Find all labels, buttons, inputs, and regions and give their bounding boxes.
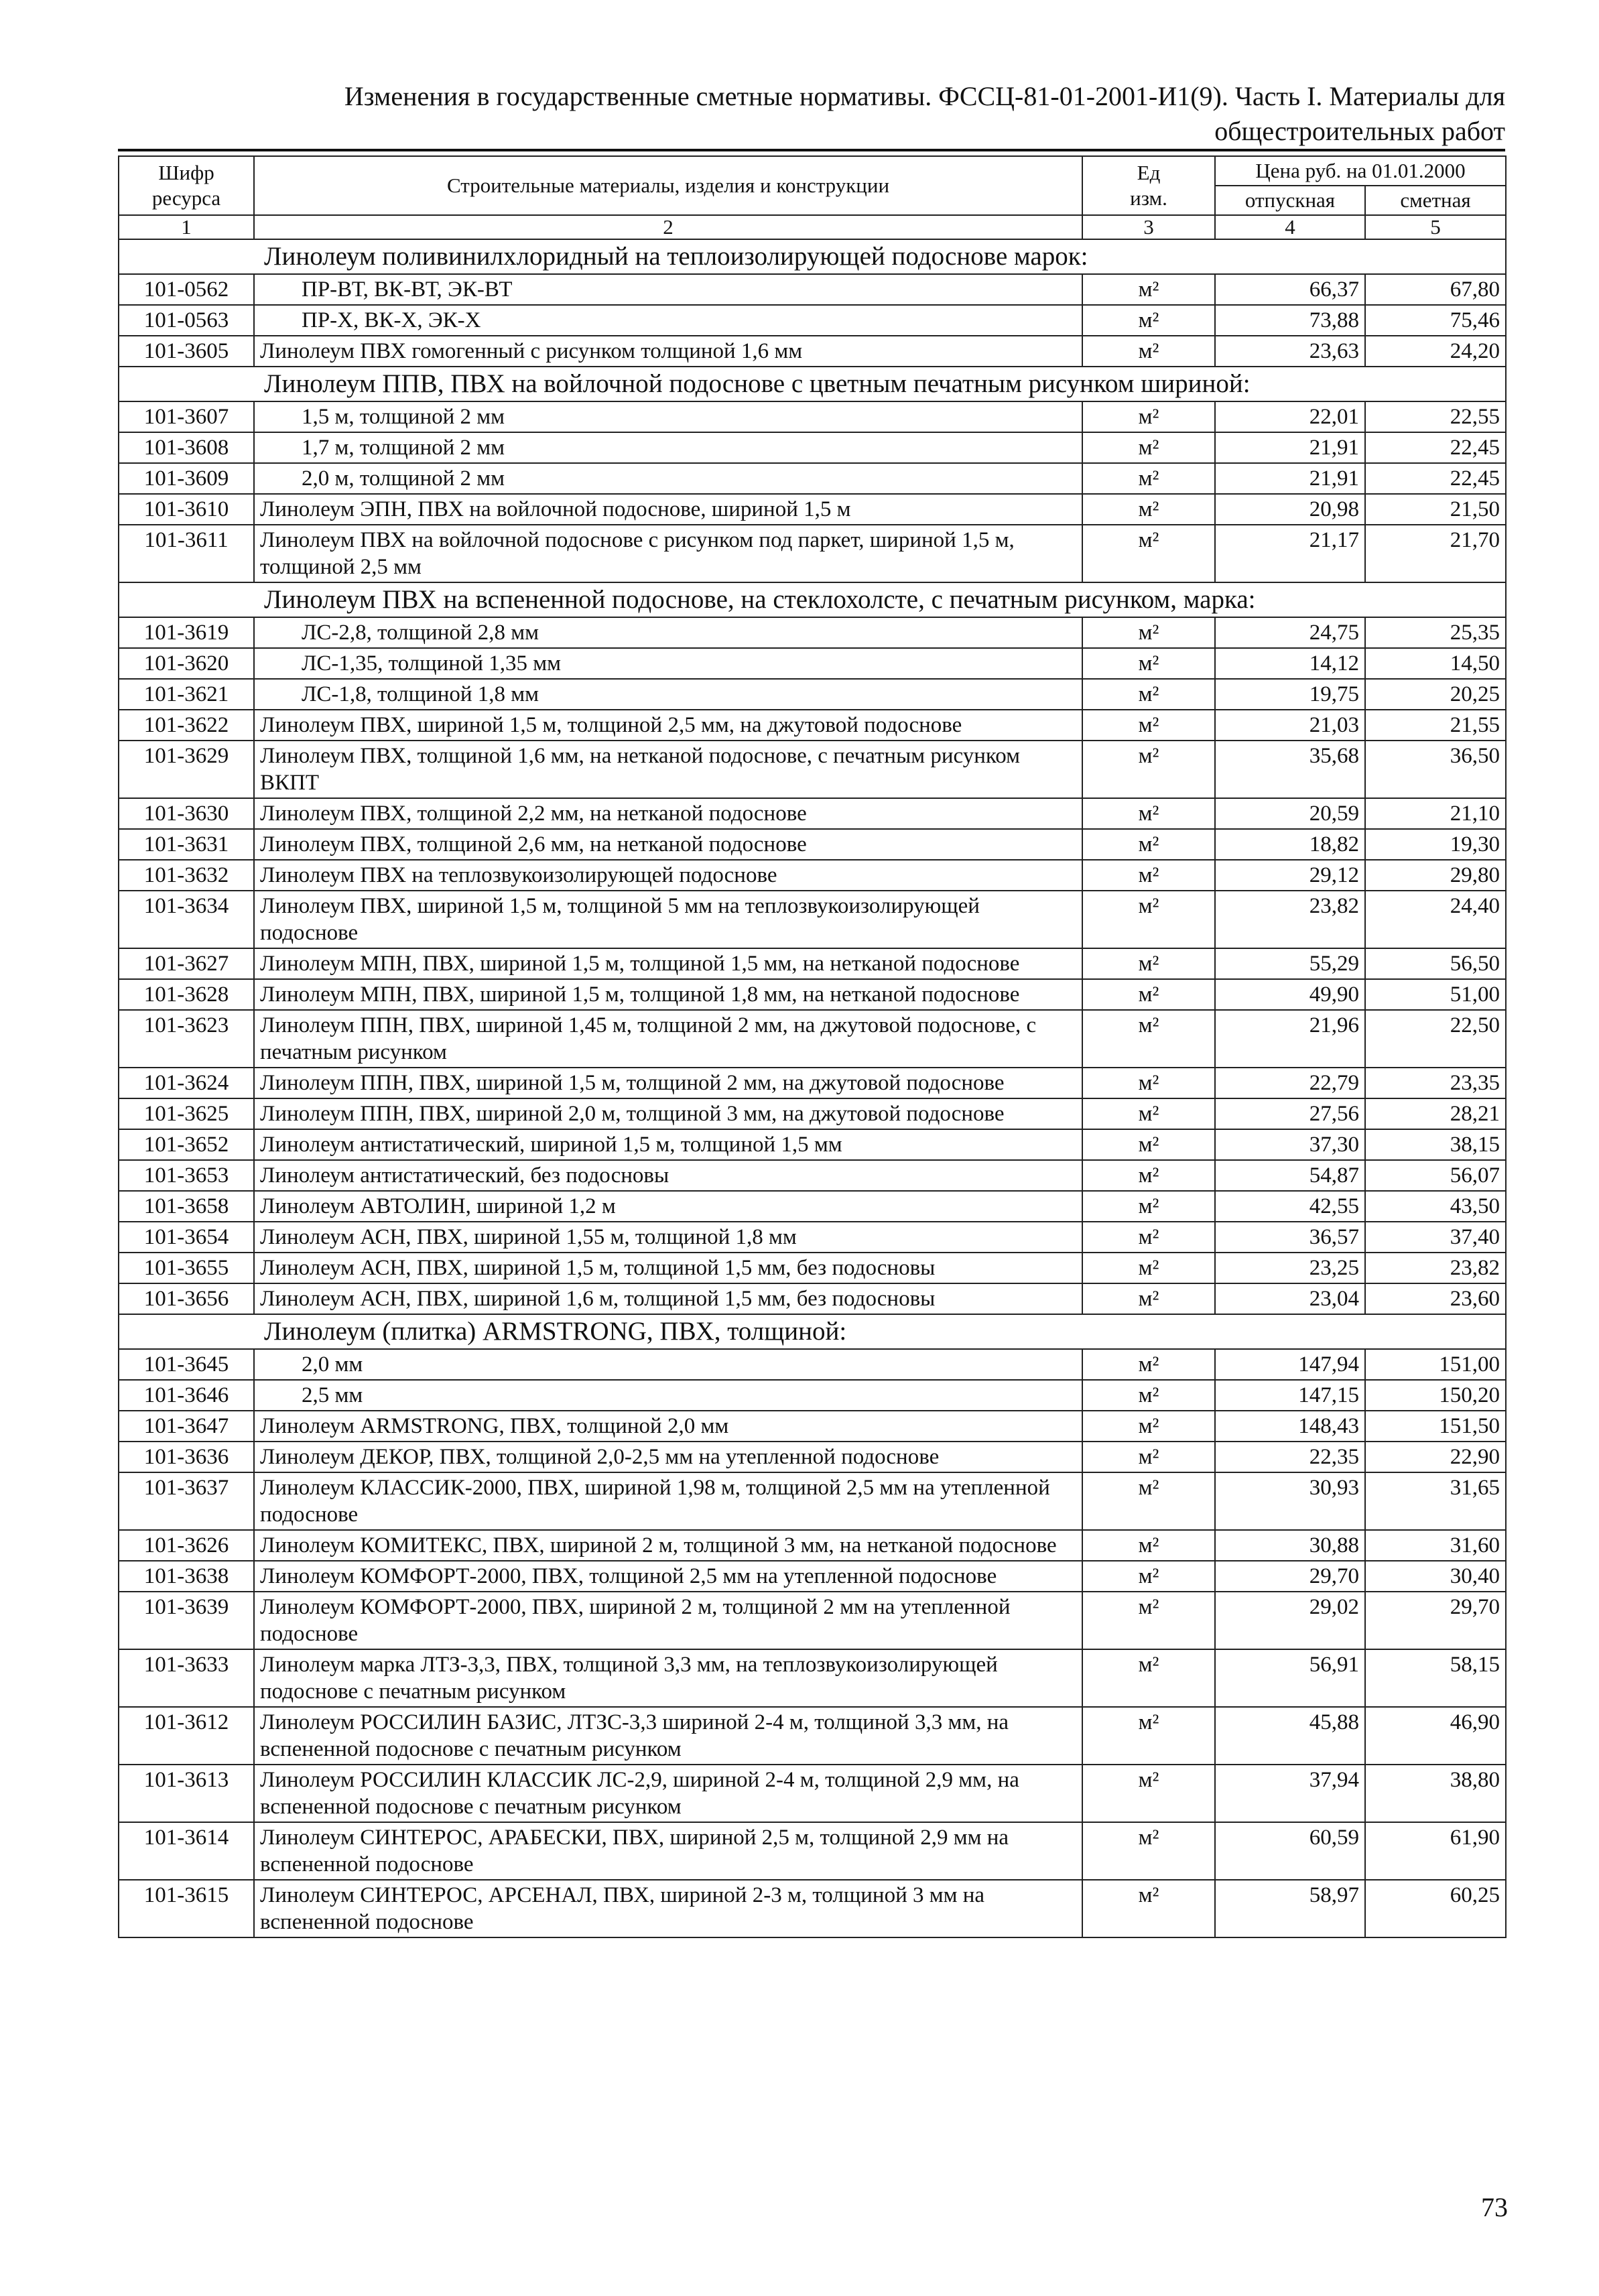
estimate-price-cell: 29,80 <box>1365 860 1506 891</box>
release-price-cell: 22,79 <box>1215 1068 1365 1098</box>
estimate-price-cell: 22,45 <box>1365 463 1506 494</box>
release-price-cell: 24,75 <box>1215 617 1365 648</box>
estimate-price-cell: 61,90 <box>1365 1822 1506 1880</box>
estimate-price-cell: 31,60 <box>1365 1530 1506 1561</box>
table-row <box>119 1707 1506 1765</box>
estimate-price-cell: 38,15 <box>1365 1129 1506 1160</box>
section-heading-row <box>119 1314 1506 1349</box>
section-heading-row <box>119 582 1506 617</box>
estimate-price-cell: 23,35 <box>1365 1068 1506 1098</box>
estimate-price-cell: 51,00 <box>1365 979 1506 1010</box>
table-row <box>119 1472 1506 1530</box>
material-name-cell: Линолеум КОМИТЕКС, ПВХ, шириной 2 м, толщиной 3 мм, на нетканой подоснове <box>254 1530 1082 1561</box>
unit-cell: м² <box>1082 1283 1215 1314</box>
unit-cell: м² <box>1082 494 1215 525</box>
estimate-price-cell: 21,10 <box>1365 798 1506 829</box>
estimate-price-cell: 23,82 <box>1365 1253 1506 1283</box>
estimate-price-cell: 19,30 <box>1365 829 1506 860</box>
price-table <box>118 155 1507 1938</box>
resource-code-cell: 101-3656 <box>119 1283 254 1314</box>
resource-code-cell: 101-3623 <box>119 1010 254 1068</box>
table-row <box>119 1765 1506 1822</box>
material-name-cell: Линолеум ARMSTRONG, ПВХ, толщиной 2,0 мм <box>254 1411 1082 1442</box>
release-price-cell: 35,68 <box>1215 741 1365 798</box>
release-price-cell: 19,75 <box>1215 679 1365 710</box>
material-name-cell: Линолеум ПВХ на теплозвукоизолирующей подоснове <box>254 860 1082 891</box>
estimate-price-cell: 21,50 <box>1365 494 1506 525</box>
release-price-cell: 147,15 <box>1215 1380 1365 1411</box>
release-price-cell: 18,82 <box>1215 829 1365 860</box>
resource-code-cell: 101-3645 <box>119 1349 254 1380</box>
table-row <box>119 1253 1506 1283</box>
material-name-cell: Линолеум СИНТЕРОС, АРСЕНАЛ, ПВХ, шириной 2-3 м, толщиной 3 мм на вспененной подоснове <box>254 1880 1082 1937</box>
table-row <box>119 679 1506 710</box>
estimate-price-cell: 36,50 <box>1365 741 1506 798</box>
estimate-price-cell: 28,21 <box>1365 1098 1506 1129</box>
resource-code-cell: 101-3638 <box>119 1561 254 1592</box>
release-price-cell: 29,02 <box>1215 1592 1365 1649</box>
table-row <box>119 829 1506 860</box>
material-name-cell: Линолеум МПН, ПВХ, шириной 1,5 м, толщиной 1,5 мм, на нетканой подоснове <box>254 948 1082 979</box>
release-price-cell: 21,96 <box>1215 1010 1365 1068</box>
resource-code-cell: 101-3658 <box>119 1191 254 1222</box>
resource-code-cell: 101-3647 <box>119 1411 254 1442</box>
table-row <box>119 1592 1506 1649</box>
resource-code-cell: 101-3654 <box>119 1222 254 1253</box>
table-row <box>119 432 1506 463</box>
unit-cell: м² <box>1082 798 1215 829</box>
header-line-1: Изменения в государственные сметные нормативы. ФССЦ-81-01-2001-И1(9). Часть I. Материалы для <box>344 81 1505 111</box>
estimate-price-cell: 22,50 <box>1365 1010 1506 1068</box>
unit-cell: м² <box>1082 710 1215 741</box>
release-price-cell: 27,56 <box>1215 1098 1365 1129</box>
material-name-cell: Линолеум КОМФОРТ-2000, ПВХ, толщиной 2,5 мм на утепленной подоснове <box>254 1561 1082 1592</box>
resource-code-cell: 101-3608 <box>119 432 254 463</box>
material-name-cell: Линолеум КЛАССИК-2000, ПВХ, шириной 1,98 м, толщиной 2,5 мм на утепленной подоснове <box>254 1472 1082 1530</box>
release-price-cell: 42,55 <box>1215 1191 1365 1222</box>
resource-code-cell: 101-3629 <box>119 741 254 798</box>
material-name-cell: Линолеум КОМФОРТ-2000, ПВХ, шириной 2 м, толщиной 2 мм на утепленной подоснове <box>254 1592 1082 1649</box>
resource-code-cell: 101-3636 <box>119 1442 254 1472</box>
material-name-cell: ЛС-1,8, толщиной 1,8 мм <box>254 679 1082 710</box>
unit-cell: м² <box>1082 305 1215 336</box>
resource-code-cell: 101-3612 <box>119 1707 254 1765</box>
material-name-cell: ПР-Х, ВК-Х, ЭК-Х <box>254 305 1082 336</box>
unit-cell: м² <box>1082 336 1215 367</box>
release-price-cell: 60,59 <box>1215 1822 1365 1880</box>
unit-cell: м² <box>1082 1349 1215 1380</box>
material-name-cell: Линолеум ПВХ, шириной 1,5 м, толщиной 2,5 мм, на джутовой подоснове <box>254 710 1082 741</box>
unit-cell: м² <box>1082 679 1215 710</box>
estimate-price-cell: 21,70 <box>1365 525 1506 582</box>
material-name-cell: Линолеум АСН, ПВХ, шириной 1,55 м, толщиной 1,8 мм <box>254 1222 1082 1253</box>
material-name-cell: Линолеум МПН, ПВХ, шириной 1,5 м, толщиной 1,8 мм, на нетканой подоснове <box>254 979 1082 1010</box>
table-row <box>119 401 1506 432</box>
estimate-price-cell: 20,25 <box>1365 679 1506 710</box>
resource-code-cell: 101-3630 <box>119 798 254 829</box>
material-name-cell: Линолеум ПВХ, толщиной 1,6 мм, на нетканой подоснове, с печатным рисунком ВКПТ <box>254 741 1082 798</box>
unit-cell: м² <box>1082 1442 1215 1472</box>
section-heading-row <box>119 239 1506 274</box>
release-price-cell: 23,04 <box>1215 1283 1365 1314</box>
material-name-cell: ЛС-1,35, толщиной 1,35 мм <box>254 648 1082 679</box>
estimate-price-cell: 67,80 <box>1365 274 1506 305</box>
material-name-cell: ЛС-2,8, толщиной 2,8 мм <box>254 617 1082 648</box>
table-row <box>119 1649 1506 1707</box>
section-heading: Линолеум ППВ, ПВХ на войлочной подоснове с цветным печатным рисунком шириной: <box>119 367 1506 401</box>
resource-code-cell: 101-3624 <box>119 1068 254 1098</box>
header-line-2: общестроительных работ <box>1214 116 1505 146</box>
material-name-cell: Линолеум ПВХ, толщиной 2,6 мм, на нетканой подоснове <box>254 829 1082 860</box>
unit-cell: м² <box>1082 525 1215 582</box>
resource-code-cell: 101-3619 <box>119 617 254 648</box>
release-price-cell: 56,91 <box>1215 1649 1365 1707</box>
column-header-unit-line1: Ед <box>1137 161 1161 184</box>
table-row <box>119 1530 1506 1561</box>
resource-code-cell: 101-3653 <box>119 1160 254 1191</box>
release-price-cell: 148,43 <box>1215 1411 1365 1442</box>
table-row <box>119 1191 1506 1222</box>
unit-cell: м² <box>1082 979 1215 1010</box>
table-row <box>119 1411 1506 1442</box>
estimate-price-cell: 30,40 <box>1365 1561 1506 1592</box>
table-row <box>119 494 1506 525</box>
unit-cell: м² <box>1082 891 1215 948</box>
unit-cell: м² <box>1082 1707 1215 1765</box>
resource-code-cell: 101-3626 <box>119 1530 254 1561</box>
release-price-cell: 21,91 <box>1215 432 1365 463</box>
table-row <box>119 1561 1506 1592</box>
table-row <box>119 891 1506 948</box>
material-name-cell: Линолеум АВТОЛИН, шириной 1,2 м <box>254 1191 1082 1222</box>
unit-cell: м² <box>1082 948 1215 979</box>
release-price-cell: 23,63 <box>1215 336 1365 367</box>
release-price-cell: 73,88 <box>1215 305 1365 336</box>
release-price-cell: 37,94 <box>1215 1765 1365 1822</box>
resource-code-cell: 101-3633 <box>119 1649 254 1707</box>
release-price-cell: 29,12 <box>1215 860 1365 891</box>
material-name-cell: Линолеум АСН, ПВХ, шириной 1,5 м, толщиной 1,5 мм, без подосновы <box>254 1253 1082 1283</box>
unit-cell: м² <box>1082 1472 1215 1530</box>
resource-code-cell: 101-3627 <box>119 948 254 979</box>
resource-code-cell: 101-3639 <box>119 1592 254 1649</box>
column-number: 2 <box>254 215 1082 239</box>
material-name-cell: 2,0 мм <box>254 1349 1082 1380</box>
unit-cell: м² <box>1082 1649 1215 1707</box>
estimate-price-cell: 46,90 <box>1365 1707 1506 1765</box>
resource-code-cell: 101-3631 <box>119 829 254 860</box>
resource-code-cell: 101-3646 <box>119 1380 254 1411</box>
material-name-cell: Линолеум ПВХ гомогенный с рисунком толщиной 1,6 мм <box>254 336 1082 367</box>
column-header-code-line2: ресурса <box>151 186 221 210</box>
unit-cell: м² <box>1082 860 1215 891</box>
resource-code-cell: 101-3613 <box>119 1765 254 1822</box>
material-name-cell: Линолеум ПВХ на войлочной подоснове с рисунком под паркет, шириной 1,5 м, толщиной 2,5 мм <box>254 525 1082 582</box>
release-price-cell: 21,03 <box>1215 710 1365 741</box>
table-row <box>119 1880 1506 1937</box>
resource-code-cell: 101-3622 <box>119 710 254 741</box>
unit-cell: м² <box>1082 1530 1215 1561</box>
estimate-price-cell: 14,50 <box>1365 648 1506 679</box>
table-header <box>119 156 1506 239</box>
release-price-cell: 58,97 <box>1215 1880 1365 1937</box>
column-number: 5 <box>1365 215 1506 239</box>
table-row <box>119 1822 1506 1880</box>
unit-cell: м² <box>1082 617 1215 648</box>
material-name-cell: 2,5 мм <box>254 1380 1082 1411</box>
material-name-cell: Линолеум ППН, ПВХ, шириной 1,45 м, толщиной 2 мм, на джутовой подоснове, с печатным рисунком <box>254 1010 1082 1068</box>
estimate-price-cell: 25,35 <box>1365 617 1506 648</box>
estimate-price-cell: 24,20 <box>1365 336 1506 367</box>
release-price-cell: 37,30 <box>1215 1129 1365 1160</box>
column-number: 3 <box>1082 215 1215 239</box>
table-row <box>119 525 1506 582</box>
material-name-cell: Линолеум антистатический, шириной 1,5 м, толщиной 1,5 мм <box>254 1129 1082 1160</box>
column-header-price: Цена руб. на 01.01.2000 <box>1215 156 1506 186</box>
unit-cell: м² <box>1082 1068 1215 1098</box>
table-row <box>119 274 1506 305</box>
table-row <box>119 1349 1506 1380</box>
material-name-cell: Линолеум ПВХ, толщиной 2,2 мм, на нетканой подоснове <box>254 798 1082 829</box>
release-price-cell: 54,87 <box>1215 1160 1365 1191</box>
release-price-cell: 23,82 <box>1215 891 1365 948</box>
resource-code-cell: 101-3632 <box>119 860 254 891</box>
material-name-cell: 1,7 м, толщиной 2 мм <box>254 432 1082 463</box>
table-row <box>119 1010 1506 1068</box>
table-row <box>119 1222 1506 1253</box>
estimate-price-cell: 22,90 <box>1365 1442 1506 1472</box>
unit-cell: м² <box>1082 1880 1215 1937</box>
estimate-price-cell: 75,46 <box>1365 305 1506 336</box>
resource-code-cell: 101-3634 <box>119 891 254 948</box>
resource-code-cell: 101-3614 <box>119 1822 254 1880</box>
resource-code-cell: 101-3652 <box>119 1129 254 1160</box>
table-row <box>119 648 1506 679</box>
estimate-price-cell: 58,15 <box>1365 1649 1506 1707</box>
header-rule <box>118 149 1505 151</box>
release-price-cell: 20,59 <box>1215 798 1365 829</box>
table-body <box>119 239 1506 1937</box>
resource-code-cell: 101-3655 <box>119 1253 254 1283</box>
estimate-price-cell: 56,07 <box>1365 1160 1506 1191</box>
section-heading: Линолеум ПВХ на вспененной подоснове, на стеклохолсте, с печатным рисунком, марка: <box>119 582 1506 617</box>
unit-cell: м² <box>1082 1822 1215 1880</box>
estimate-price-cell: 22,45 <box>1365 432 1506 463</box>
unit-cell: м² <box>1082 1765 1215 1822</box>
resource-code-cell: 101-3637 <box>119 1472 254 1530</box>
resource-code-cell: 101-3628 <box>119 979 254 1010</box>
table-row <box>119 710 1506 741</box>
release-price-cell: 14,12 <box>1215 648 1365 679</box>
release-price-cell: 20,98 <box>1215 494 1365 525</box>
unit-cell: м² <box>1082 1010 1215 1068</box>
estimate-price-cell: 22,55 <box>1365 401 1506 432</box>
estimate-price-cell: 56,50 <box>1365 948 1506 979</box>
unit-cell: м² <box>1082 274 1215 305</box>
table-row <box>119 1068 1506 1098</box>
column-header-release-price: отпускная <box>1215 186 1365 215</box>
table-row <box>119 1098 1506 1129</box>
unit-cell: м² <box>1082 1160 1215 1191</box>
estimate-price-cell: 60,25 <box>1365 1880 1506 1937</box>
table-row <box>119 798 1506 829</box>
estimate-price-cell: 31,65 <box>1365 1472 1506 1530</box>
page-number: 73 <box>1481 2192 1508 2222</box>
unit-cell: м² <box>1082 1561 1215 1592</box>
estimate-price-cell: 151,00 <box>1365 1349 1506 1380</box>
release-price-cell: 21,17 <box>1215 525 1365 582</box>
resource-code-cell: 101-3611 <box>119 525 254 582</box>
resource-code-cell: 101-3609 <box>119 463 254 494</box>
material-name-cell: Линолеум АСН, ПВХ, шириной 1,6 м, толщиной 1,5 мм, без подосновы <box>254 1283 1082 1314</box>
table-row <box>119 1283 1506 1314</box>
unit-cell: м² <box>1082 432 1215 463</box>
resource-code-cell: 101-0562 <box>119 274 254 305</box>
release-price-cell: 30,93 <box>1215 1472 1365 1530</box>
release-price-cell: 22,01 <box>1215 401 1365 432</box>
table-row <box>119 948 1506 979</box>
release-price-cell: 21,91 <box>1215 463 1365 494</box>
column-number-row <box>119 215 1506 239</box>
table-row <box>119 860 1506 891</box>
resource-code-cell: 101-3605 <box>119 336 254 367</box>
column-header-code <box>119 156 254 215</box>
estimate-price-cell: 21,55 <box>1365 710 1506 741</box>
unit-cell: м² <box>1082 401 1215 432</box>
column-number: 1 <box>119 215 254 239</box>
resource-code-cell: 101-3621 <box>119 679 254 710</box>
unit-cell: м² <box>1082 463 1215 494</box>
unit-cell: м² <box>1082 829 1215 860</box>
table-row <box>119 336 1506 367</box>
estimate-price-cell: 150,20 <box>1365 1380 1506 1411</box>
material-name-cell: 2,0 м, толщиной 2 мм <box>254 463 1082 494</box>
table-row <box>119 1129 1506 1160</box>
unit-cell: м² <box>1082 1380 1215 1411</box>
table-row <box>119 1380 1506 1411</box>
release-price-cell: 66,37 <box>1215 274 1365 305</box>
resource-code-cell: 101-3607 <box>119 401 254 432</box>
unit-cell: м² <box>1082 648 1215 679</box>
resource-code-cell: 101-3615 <box>119 1880 254 1937</box>
unit-cell: м² <box>1082 1253 1215 1283</box>
estimate-price-cell: 29,70 <box>1365 1592 1506 1649</box>
material-name-cell: Линолеум РОССИЛИН КЛАССИК ЛС-2,9, шириной 2-4 м, толщиной 2,9 мм, на вспененной подоснове с печатным рисунком <box>254 1765 1082 1822</box>
column-header-name: Строительные материалы, изделия и конструкции <box>254 156 1082 215</box>
column-header-unit-line2: изм. <box>1130 186 1167 210</box>
table-row <box>119 1160 1506 1191</box>
material-name-cell: Линолеум СИНТЕРОС, АРАБЕСКИ, ПВХ, шириной 2,5 м, толщиной 2,9 мм на вспененной подоснове <box>254 1822 1082 1880</box>
table-row <box>119 305 1506 336</box>
table-row <box>119 979 1506 1010</box>
section-heading-row <box>119 367 1506 401</box>
material-name-cell: Линолеум ЭПН, ПВХ на войлочной подоснове, шириной 1,5 м <box>254 494 1082 525</box>
release-price-cell: 22,35 <box>1215 1442 1365 1472</box>
resource-code-cell: 101-0563 <box>119 305 254 336</box>
column-header-estimate-price: сметная <box>1365 186 1506 215</box>
section-heading: Линолеум поливинилхлоридный на теплоизолирующей подоснове марок: <box>119 239 1506 274</box>
column-header-unit <box>1082 156 1215 215</box>
material-name-cell: Линолеум марка ЛТЗ-3,3, ПВХ, толщиной 3,3 мм, на теплозвукоизолирующей подоснове с печатным рисунком <box>254 1649 1082 1707</box>
estimate-price-cell: 43,50 <box>1365 1191 1506 1222</box>
estimate-price-cell: 38,80 <box>1365 1765 1506 1822</box>
unit-cell: м² <box>1082 1222 1215 1253</box>
unit-cell: м² <box>1082 1592 1215 1649</box>
unit-cell: м² <box>1082 1098 1215 1129</box>
release-price-cell: 23,25 <box>1215 1253 1365 1283</box>
estimate-price-cell: 151,50 <box>1365 1411 1506 1442</box>
material-name-cell: Линолеум ДЕКОР, ПВХ, толщиной 2,0-2,5 мм на утепленной подоснове <box>254 1442 1082 1472</box>
table-row <box>119 741 1506 798</box>
material-name-cell: ПР-ВТ, ВК-ВТ, ЭК-ВТ <box>254 274 1082 305</box>
table-row <box>119 463 1506 494</box>
material-name-cell: Линолеум РОССИЛИН БАЗИС, ЛТЗС-3,3 шириной 2-4 м, толщиной 3,3 мм, на вспененной подоснове с печатным рисунком <box>254 1707 1082 1765</box>
release-price-cell: 147,94 <box>1215 1349 1365 1380</box>
release-price-cell: 29,70 <box>1215 1561 1365 1592</box>
release-price-cell: 36,57 <box>1215 1222 1365 1253</box>
release-price-cell: 49,90 <box>1215 979 1365 1010</box>
material-name-cell: 1,5 м, толщиной 2 мм <box>254 401 1082 432</box>
material-name-cell: Линолеум ППН, ПВХ, шириной 1,5 м, толщиной 2 мм, на джутовой подоснове <box>254 1068 1082 1098</box>
estimate-price-cell: 23,60 <box>1365 1283 1506 1314</box>
unit-cell: м² <box>1082 741 1215 798</box>
column-number: 4 <box>1215 215 1365 239</box>
unit-cell: м² <box>1082 1411 1215 1442</box>
unit-cell: м² <box>1082 1129 1215 1160</box>
material-name-cell: Линолеум ПВХ, шириной 1,5 м, толщиной 5 мм на теплозвукоизолирующей подоснове <box>254 891 1082 948</box>
release-price-cell: 30,88 <box>1215 1530 1365 1561</box>
resource-code-cell: 101-3625 <box>119 1098 254 1129</box>
section-heading: Линолеум (плитка) ARMSTRONG, ПВХ, толщиной: <box>119 1314 1506 1349</box>
unit-cell: м² <box>1082 1191 1215 1222</box>
release-price-cell: 45,88 <box>1215 1707 1365 1765</box>
estimate-price-cell: 24,40 <box>1365 891 1506 948</box>
table-row <box>119 1442 1506 1472</box>
release-price-cell: 55,29 <box>1215 948 1365 979</box>
table-row <box>119 617 1506 648</box>
resource-code-cell: 101-3610 <box>119 494 254 525</box>
resource-code-cell: 101-3620 <box>119 648 254 679</box>
estimate-price-cell: 37,40 <box>1365 1222 1506 1253</box>
material-name-cell: Линолеум ППН, ПВХ, шириной 2,0 м, толщиной 3 мм, на джутовой подоснове <box>254 1098 1082 1129</box>
page-header <box>118 79 1505 149</box>
column-header-code-line1: Шифр <box>158 161 214 184</box>
material-name-cell: Линолеум антистатический, без подосновы <box>254 1160 1082 1191</box>
